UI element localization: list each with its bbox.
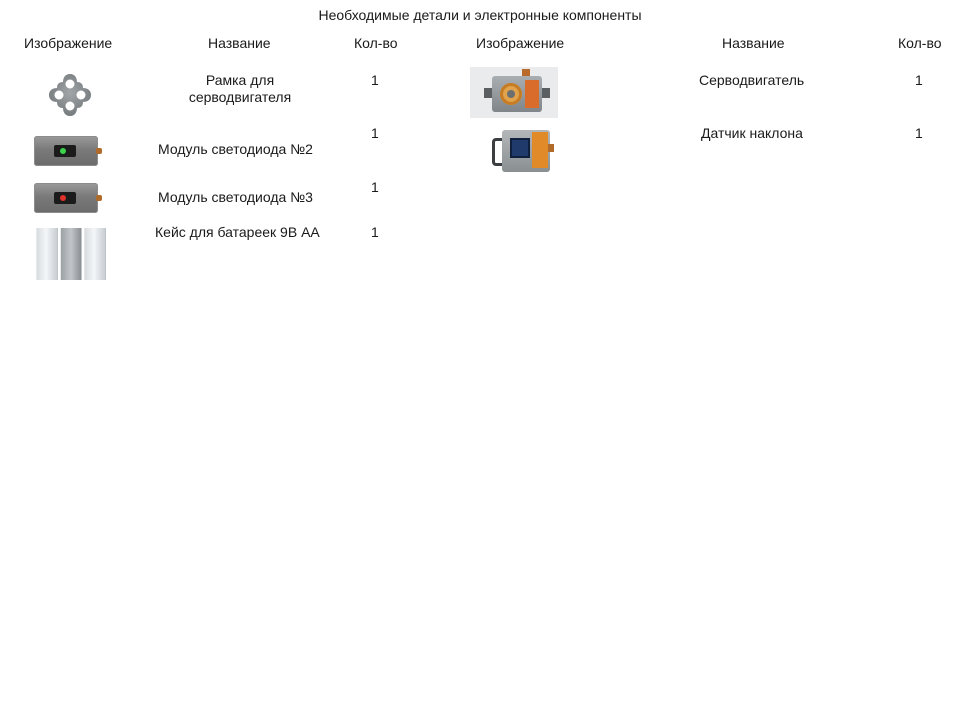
header-qty-right: Кол-во (898, 35, 942, 51)
item-qty-battery-case: 1 (371, 224, 379, 240)
item-name-led-2: Модуль светодиода №2 (158, 141, 313, 157)
item-qty-servo-frame: 1 (371, 72, 379, 88)
servo-frame-image (47, 72, 93, 118)
item-qty-led-3: 1 (371, 179, 379, 195)
tilt-sensor-image (492, 128, 560, 174)
item-name-battery-case: Кейс для батареек 9В АА (155, 224, 320, 240)
item-name-tilt-sensor: Датчик наклона (701, 125, 803, 141)
header-name-right: Название (722, 35, 785, 51)
item-name-led-3: Модуль светодиода №3 (158, 189, 313, 205)
header-image-left: Изображение (24, 35, 113, 51)
servo-motor-image (470, 67, 558, 118)
header-qty-left: Кол-во (354, 35, 398, 51)
page-title: Необходимые детали и электронные компоненты (318, 7, 642, 23)
led-module-green-image (34, 136, 98, 166)
header-image-right: Изображение (476, 35, 565, 51)
battery-case-image (34, 228, 106, 280)
header-name-left: Название (208, 35, 271, 51)
item-qty-tilt-sensor: 1 (915, 125, 923, 141)
item-name-servo-motor: Серводвигатель (699, 72, 805, 88)
item-qty-led-2: 1 (371, 125, 379, 141)
item-qty-servo-motor: 1 (915, 72, 923, 88)
item-name-servo-frame: Рамка для серводвигателя (188, 72, 292, 105)
led-module-red-image (34, 183, 98, 213)
